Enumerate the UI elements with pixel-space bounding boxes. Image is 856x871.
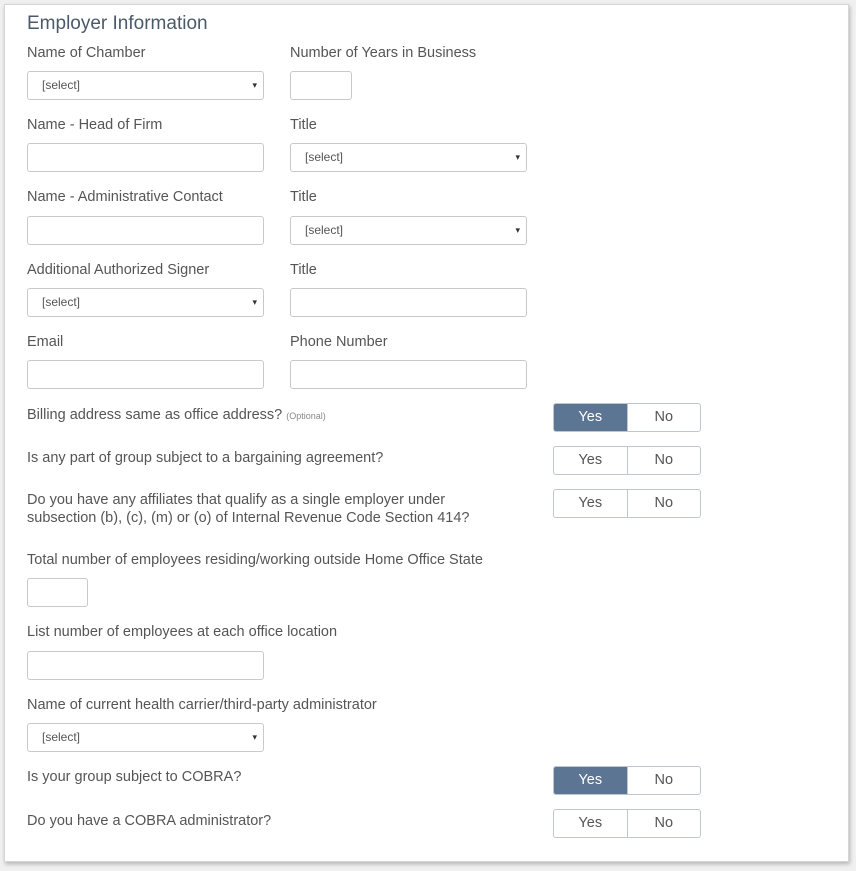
chevron-down-icon: ▾ — [252, 732, 257, 742]
admin-title-select-value: [select] — [305, 223, 344, 237]
years-input[interactable] — [290, 71, 352, 100]
phone-field[interactable] — [290, 360, 527, 389]
affiliates-no-button[interactable]: No — [627, 490, 701, 517]
cobra-toggle[interactable] — [553, 766, 701, 795]
chamber-select[interactable] — [27, 71, 264, 100]
billing-question-label: Billing address same as office address? — [27, 407, 283, 423]
chamber-label: Name of Chamber — [27, 45, 146, 61]
office-employees-label: List number of employees at each office location — [27, 624, 338, 640]
billing-no-button[interactable]: No — [627, 404, 701, 431]
affiliates-yes-button[interactable]: Yes — [578, 495, 603, 511]
signer-select-value: [select] — [42, 295, 81, 309]
cobra-yes-button[interactable]: Yes — [554, 767, 627, 794]
optional-note: (Optional) — [286, 411, 326, 421]
bargaining-no-button[interactable]: No — [627, 447, 701, 474]
employer-information-card — [4, 4, 849, 862]
carrier-select[interactable] — [27, 723, 264, 752]
head-title-select[interactable] — [290, 143, 527, 172]
cobra-no-button[interactable]: No — [627, 767, 701, 794]
outside-employees-label: Total number of employees residing/working outside Home Office State — [27, 552, 483, 568]
bargaining-yes-button[interactable]: Yes — [578, 452, 603, 468]
signer-label: Additional Authorized Signer — [27, 262, 210, 278]
section-title: Employer Information — [27, 13, 208, 34]
admin-title-label: Title — [290, 189, 317, 205]
billing-yes-button[interactable]: Yes — [554, 404, 627, 431]
admin-title-select[interactable] — [290, 216, 527, 245]
chamber-select-value: [select] — [42, 78, 81, 92]
billing-toggle[interactable] — [553, 403, 701, 432]
head-title-label: Title — [290, 117, 317, 133]
head-name-label: Name - Head of Firm — [27, 117, 163, 133]
affiliates-question-line2: subsection (b), (c), (m) or (o) of Internal Revenue Code Section 414? — [27, 510, 470, 526]
affiliates-question — [27, 491, 469, 527]
carrier-select-value: [select] — [42, 730, 81, 744]
affiliates-question-line1: Do you have any affiliates that qualify as a single employer under — [27, 492, 446, 508]
chevron-down-icon: ▾ — [252, 80, 257, 90]
signer-title-label: Title — [290, 262, 317, 278]
outside-employees-input[interactable] — [27, 578, 88, 607]
head-name-input[interactable] — [27, 143, 264, 172]
office-employees-input[interactable] — [27, 651, 264, 680]
signer-select[interactable] — [27, 288, 264, 317]
chevron-down-icon: ▾ — [515, 152, 520, 162]
bargaining-toggle[interactable] — [553, 446, 701, 475]
years-label: Number of Years in Business — [290, 45, 477, 61]
chevron-down-icon: ▾ — [515, 225, 520, 235]
admin-name-input[interactable] — [27, 216, 264, 245]
cobra-admin-yes-button[interactable]: Yes — [578, 815, 603, 831]
cobra-admin-toggle[interactable] — [553, 809, 701, 838]
signer-title-input[interactable] — [290, 288, 527, 317]
bargaining-question: Is any part of group subject to a bargaining agreement? — [27, 450, 384, 466]
phone-label: Phone Number — [290, 334, 388, 350]
admin-name-label: Name - Administrative Contact — [27, 189, 223, 205]
head-title-select-value: [select] — [305, 150, 344, 164]
cobra-admin-question: Do you have a COBRA administrator? — [27, 813, 272, 829]
carrier-label: Name of current health carrier/third-party administrator — [27, 697, 377, 713]
chevron-down-icon: ▾ — [252, 297, 257, 307]
billing-question — [27, 406, 326, 425]
affiliates-toggle[interactable] — [553, 489, 701, 518]
email-label: Email — [27, 334, 64, 350]
cobra-admin-no-button[interactable]: No — [627, 810, 701, 837]
cobra-question: Is your group subject to COBRA? — [27, 769, 242, 785]
email-field[interactable] — [27, 360, 264, 389]
